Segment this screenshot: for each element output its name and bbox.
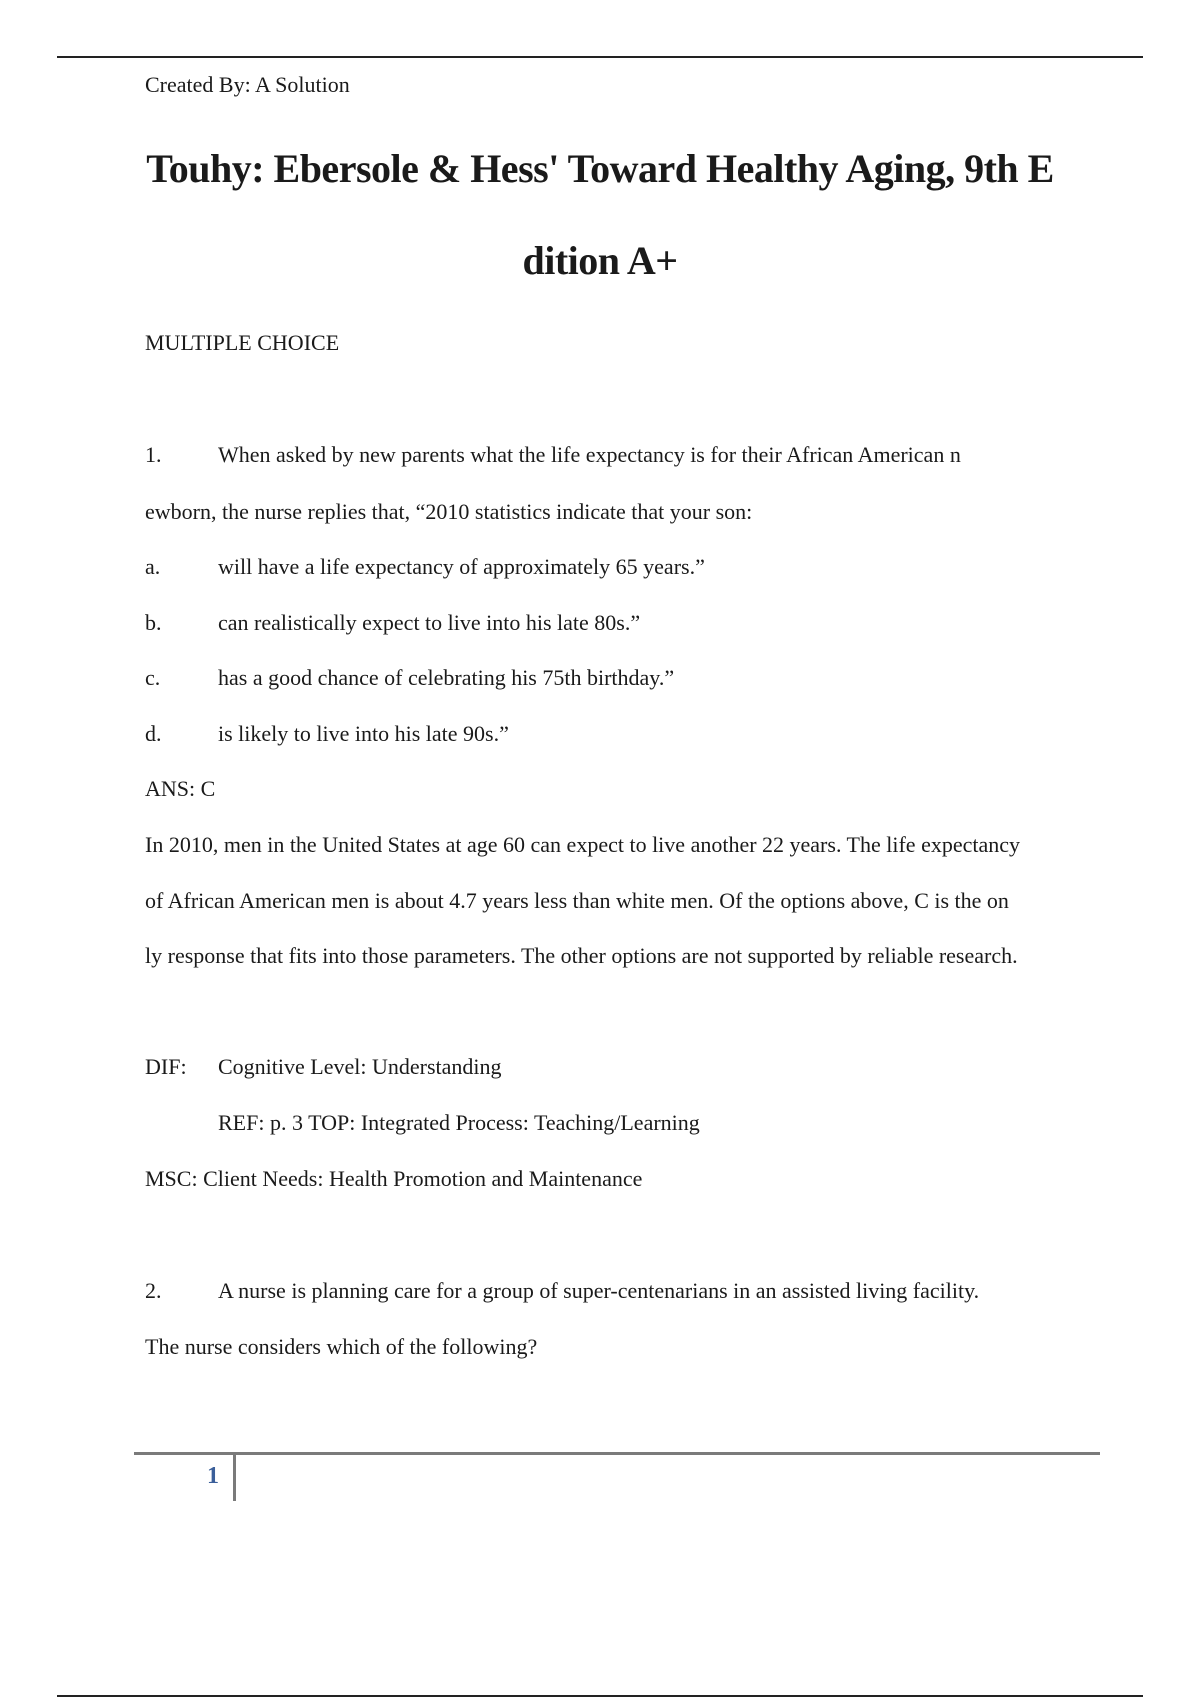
option-d-text: is likely to live into his late 90s.” xyxy=(218,721,509,746)
question-1-number: 1. xyxy=(145,442,162,467)
page-number: 1 xyxy=(207,1463,219,1489)
answer-text: ANS: C xyxy=(145,776,216,801)
dif-label: DIF: xyxy=(145,1054,187,1079)
option-d-letter: d. xyxy=(145,721,162,746)
bottom-rule xyxy=(57,1695,1143,1697)
ref-line: REF: p. 3 TOP: Integrated Process: Teaching/Learning xyxy=(218,1110,700,1135)
option-c-letter: c. xyxy=(145,665,161,690)
rationale-line-2: of African American men is about 4.7 years less than white men. Of the options above, C is the on xyxy=(145,888,1009,913)
option-a-letter: a. xyxy=(145,554,161,579)
question-2-stem-line-1: A nurse is planning care for a group of super-centenarians in an assisted living facility. xyxy=(218,1278,980,1303)
top-rule xyxy=(57,56,1143,58)
question-1-stem-line-2: ewborn, the nurse replies that, “2010 statistics indicate that your son: xyxy=(145,499,753,524)
document-title-line-2: dition A+ xyxy=(522,238,678,283)
rationale-line-3: ly response that fits into those parameters. The other options are not supported by reliable research. xyxy=(145,943,1018,968)
dif-value: Cognitive Level: Understanding xyxy=(218,1054,502,1079)
option-a-text: will have a life expectancy of approximately 65 years.” xyxy=(218,554,705,579)
section-heading: MULTIPLE CHOICE xyxy=(145,330,340,355)
msc-line: MSC: Client Needs: Health Promotion and Maintenance xyxy=(145,1166,643,1191)
question-2-number: 2. xyxy=(145,1278,162,1303)
document-title-line-1: Touhy: Ebersole & Hess' Toward Healthy Aging, 9th E xyxy=(146,146,1054,191)
question-2-stem-line-2: The nurse considers which of the following? xyxy=(145,1334,538,1359)
option-b-letter: b. xyxy=(145,610,162,635)
created-by-text: Created By: A Solution xyxy=(145,72,350,97)
option-b-text: can realistically expect to live into his late 80s.” xyxy=(218,610,641,635)
rationale-line-1: In 2010, men in the United States at age 60 can expect to live another 22 years. The life expectancy xyxy=(145,832,1021,857)
question-1-stem-line-1: When asked by new parents what the life expectancy is for their African American n xyxy=(218,442,961,467)
page-number-divider xyxy=(233,1455,236,1501)
option-c-text: has a good chance of celebrating his 75th birthday.” xyxy=(218,665,675,690)
footer-rule xyxy=(134,1452,1100,1455)
